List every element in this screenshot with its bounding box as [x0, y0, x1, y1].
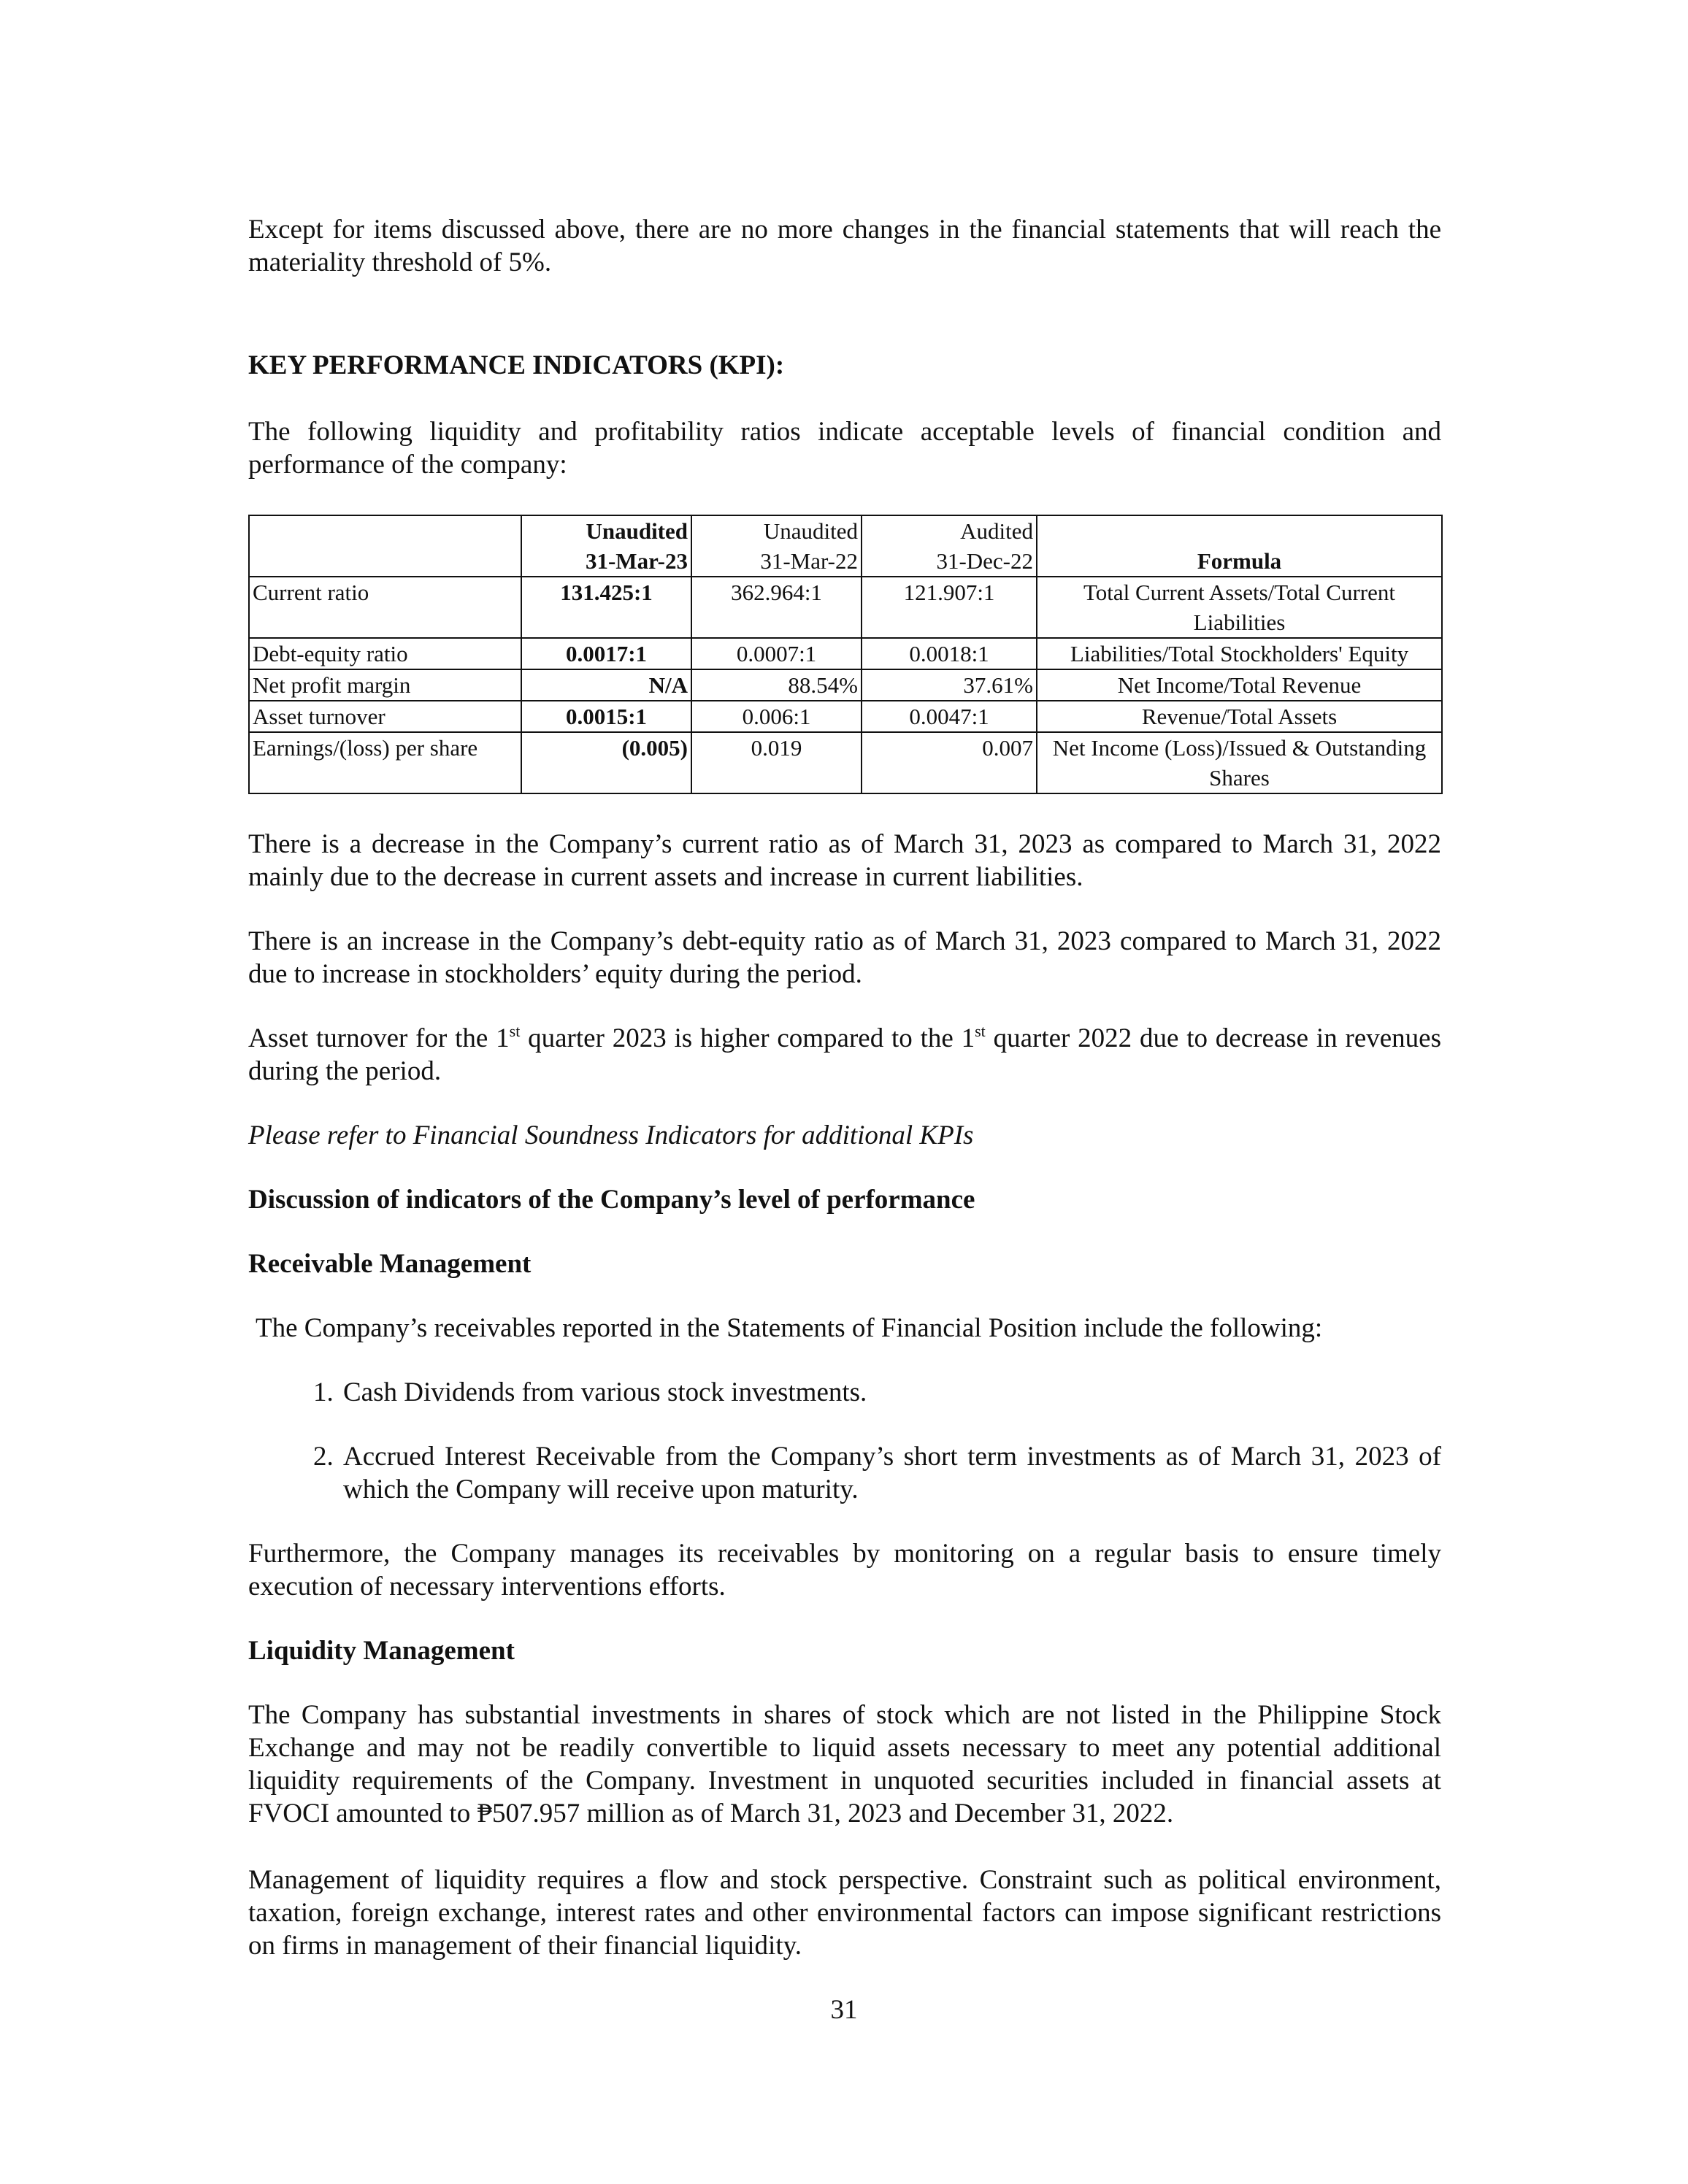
kpi-header-q1-2023-date: 31-Mar-23: [585, 548, 688, 574]
kpi-cell-q1-2023: 131.425:1: [521, 577, 691, 638]
ordinal-suffix: st: [975, 1022, 986, 1040]
kpi-header-q1-2022-date: 31-Mar-22: [760, 548, 858, 574]
kpi-cell-formula: Revenue/Total Assets: [1037, 701, 1442, 732]
kpi-table: [248, 515, 1443, 794]
current-ratio-analysis: There is a decrease in the Company’s current ratio as of March 31, 2023 as compared to March 31, 2022 mainly due to the decrease in current assets and increase in current liabilities.: [248, 829, 1441, 892]
kpi-row-label: Net profit margin: [249, 669, 521, 701]
kpi-cell-dec-2022: 0.0018:1: [862, 638, 1037, 669]
kpi-cell-dec-2022: 37.61%: [862, 669, 1037, 701]
kpi-row-asset-turnover: [249, 701, 1442, 732]
ordinal-suffix: st: [509, 1022, 521, 1040]
kpi-cell-q1-2023: (0.005): [521, 732, 691, 793]
discussion-heading: Discussion of indicators of the Company’s level of performance: [248, 1185, 975, 1215]
kpi-cell-q1-2022: 362.964:1: [691, 577, 862, 638]
kpi-cell-q1-2023: 0.0015:1: [521, 701, 691, 732]
refer-note: Please refer to Financial Soundness Indicators for additional KPIs: [248, 1120, 974, 1150]
kpi-cell-q1-2023: N/A: [521, 669, 691, 701]
asset-turnover-text-a: Asset turnover for the 1: [248, 1023, 510, 1053]
kpi-header-q1-2023: [521, 515, 691, 577]
kpi-cell-dec-2022: 0.007: [862, 732, 1037, 793]
kpi-row-label: Earnings/(loss) per share: [249, 732, 521, 793]
kpi-header-dec-2022: [862, 515, 1037, 577]
kpi-cell-dec-2022: 0.0047:1: [862, 701, 1037, 732]
asset-turnover-text-b: quarter 2023 is higher compared to the 1: [520, 1023, 975, 1053]
kpi-cell-formula: Total Current Assets/Total Current Liabilities: [1037, 577, 1442, 638]
kpi-header-formula: Formula: [1037, 515, 1442, 577]
list-item: 1. Cash Dividends from various stock investments.: [340, 1376, 1441, 1409]
asset-turnover-text-c: quarter 2022 due to decrease in revenues during the period.: [248, 1023, 1441, 1086]
kpi-header-q1-2022: [691, 515, 862, 577]
kpi-header-blank: [249, 515, 521, 577]
kpi-table-header-row: [249, 515, 1442, 577]
liquidity-paragraph-2: Management of liquidity requires a flow and stock perspective. Constraint such as political environment, taxation, foreign exchange, interest rates and other environmental factors can impose significant restrictions on firms in management of their financial liquidity.: [248, 1865, 1441, 1961]
kpi-cell-q1-2023: 0.0017:1: [521, 638, 691, 669]
kpi-header-q1-2022-status: Unaudited: [763, 518, 858, 544]
kpi-cell-formula: Net Income/Total Revenue: [1037, 669, 1442, 701]
kpi-header-q1-2023-status: Unaudited: [586, 518, 688, 544]
kpi-row-debt-equity: [249, 638, 1442, 669]
receivable-closing: Furthermore, the Company manages its receivables by monitoring on a regular basis to ensure timely execution of necessary interventions efforts.: [248, 1539, 1441, 1602]
kpi-row-label: Debt-equity ratio: [249, 638, 521, 669]
kpi-cell-q1-2022: 0.019: [691, 732, 862, 793]
document-page: [248, 213, 1441, 1962]
kpi-cell-formula: Liabilities/Total Stockholders' Equity: [1037, 638, 1442, 669]
kpi-row-net-profit-margin: [249, 669, 1442, 701]
kpi-row-current-ratio: [249, 577, 1442, 638]
asset-turnover-analysis: [248, 1022, 1441, 1088]
page-number: 31: [830, 1995, 858, 2025]
receivable-list: [248, 1376, 1441, 1506]
liquidity-paragraph-1: The Company has substantial investments in shares of stock which are not listed in the Philippine Stock Exchange and may not be readily convertible to liquid assets necessary to meet any potential additional liquidity requirements of the Company. Investment in unquoted securities included in financial assets at FVOCI amounted to ₱507.957 million as of March 31, 2023 and December 31, 2022.: [248, 1700, 1441, 1829]
kpi-cell-q1-2022: 88.54%: [691, 669, 862, 701]
kpi-header-dec-2022-date: 31-Dec-22: [936, 548, 1033, 574]
kpi-cell-q1-2022: 0.006:1: [691, 701, 862, 732]
receivable-intro: The Company’s receivables reported in the Statements of Financial Position include the following:: [256, 1313, 1323, 1343]
kpi-cell-dec-2022: 121.907:1: [862, 577, 1037, 638]
kpi-row-label: Current ratio: [249, 577, 521, 638]
materiality-paragraph: Except for items discussed above, there are no more changes in the financial statements that will reach the materiality threshold of 5%.: [248, 215, 1441, 277]
kpi-heading: KEY PERFORMANCE INDICATORS (KPI):: [248, 350, 785, 380]
list-item: 2. Accrued Interest Receivable from the Company’s short term investments as of March 31, 2023 of which the Company will receive upon maturity.: [340, 1440, 1441, 1506]
kpi-cell-formula: Net Income (Loss)/Issued & Outstanding Shares: [1037, 732, 1442, 793]
kpi-intro-paragraph: The following liquidity and profitability ratios indicate acceptable levels of financial condition and performance of the company:: [248, 417, 1441, 480]
receivable-heading: Receivable Management: [248, 1249, 532, 1279]
kpi-cell-q1-2022: 0.0007:1: [691, 638, 862, 669]
kpi-header-dec-2022-status: Audited: [960, 518, 1033, 544]
liquidity-heading: Liquidity Management: [248, 1636, 515, 1666]
debt-equity-analysis: There is an increase in the Company’s debt-equity ratio as of March 31, 2023 compared to March 31, 2022 due to increase in stockholders’ equity during the period.: [248, 926, 1441, 989]
kpi-row-eps: [249, 732, 1442, 793]
kpi-row-label: Asset turnover: [249, 701, 521, 732]
